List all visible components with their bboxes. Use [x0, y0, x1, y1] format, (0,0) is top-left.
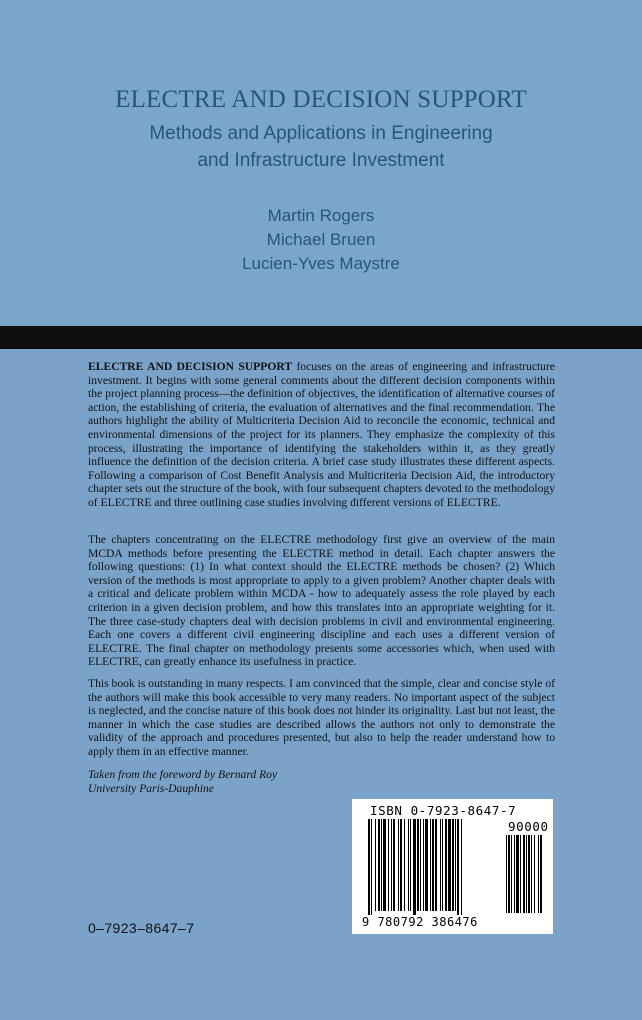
barcode-bar	[440, 819, 441, 911]
author-1: Martin Rogers	[267, 206, 375, 225]
addon-bar	[511, 835, 512, 913]
barcode-bar	[381, 819, 382, 911]
barcode-bar	[452, 819, 454, 911]
blurb-paragraph-3: This book is outstanding in many respects. I am convinced that the simple, clear and concise style of the authors will make this book accessible to very many readers. No important aspect of the subject is neglected, and the concise nature of this book does not hinder its originality. Last but not least, the manner in which the case studies are described allows the authors not only to demonstrate the validity of the approach and procedures presented, but also to help the reader understand how to apply them in an effective manner.	[88, 677, 555, 758]
barcode-bar	[423, 819, 424, 911]
isbn-number: 0–7923–8647–7	[88, 920, 195, 936]
black-divider-band	[0, 326, 642, 349]
barcode-digits: 9 780792 386476	[362, 915, 478, 929]
barcode-bar	[435, 819, 437, 911]
addon-bar	[520, 835, 521, 913]
barcode-bar	[378, 819, 380, 911]
barcode-box	[352, 799, 553, 934]
barcode-bar	[420, 819, 421, 911]
barcode-bar	[413, 819, 416, 915]
addon-bar	[531, 835, 532, 913]
barcode-bar	[410, 819, 411, 911]
barcode-bar	[404, 819, 405, 911]
barcode-graphic	[352, 799, 553, 934]
barcode-bar	[388, 819, 389, 911]
barcode-bar	[408, 819, 409, 911]
addon-bar	[523, 835, 525, 913]
foreword-line-1: Taken from the foreword by Bernard Roy	[88, 768, 278, 781]
subtitle-line-2: and Infrastructure Investment	[197, 150, 445, 171]
author-3: Lucien-Yves Maystre	[242, 254, 400, 273]
blurb-paragraph-1-text: focuses on the areas of engineering and infrastructure investment. It begins with some general comments about the different decision components within the project planning process—the definition of objectives, the identification of alternative courses of action, the establishing of criteria, the evaluation of alternatives and the final recommendation. The authors highlight the ability of Multicriteria Decision Aid to reconcile the economic, technical and environmental dimensions of the project for its planners. They emphasize the complexity of this process, illustrating the importance of identifying the stakeholders within it, as they greatly influence the definition of the decision criteria. A brief case study illustrates these different aspects. Following a comparison of Cost Benefit Analysis and Multicriteria Decision Aid, the introductory chapter sets out the structure of the book, with four subsequent chapters devoted to the methodology of ELECTRE and three outlining case studies involving different versions of ELECTRE.	[88, 360, 555, 509]
blurb-title-bold: ELECTRE AND DECISION SUPPORT	[88, 360, 293, 373]
barcode-bar	[430, 819, 431, 911]
foreword-line-2: University Paris-Dauphine	[88, 781, 214, 795]
barcode-bar	[391, 819, 392, 911]
addon-bar	[516, 835, 519, 913]
book-title: ELECTRE AND DECISION SUPPORT	[115, 86, 527, 113]
foreword-attribution	[88, 768, 488, 795]
barcode-bar	[455, 819, 456, 911]
barcode-bar	[425, 819, 428, 911]
barcode-isbn-label: ISBN 0-7923-8647-7	[370, 803, 517, 818]
barcode-bar	[400, 819, 402, 911]
addon-bar	[508, 835, 510, 913]
addon-bar	[506, 835, 507, 913]
barcode-bar	[383, 819, 386, 911]
barcode-bar	[461, 819, 462, 915]
addon-bar	[514, 835, 515, 913]
addon-bar	[538, 835, 539, 913]
addon-bar	[526, 835, 527, 913]
barcode-bar	[398, 819, 399, 911]
blurb-paragraph-2: The chapters concentrating on the ELECTRE methodology first give an overview of the main MCDA methods before presenting the ELECTRE method in detail. Each chapter answers the following questions: (1) In what context should the ELECTRE methods be chosen? (2) Which version of the methods is most appropriate to apply to a given problem? Another chapter deals with a critical and delicate problem within MCDA - how to adequately assess the role played by each criterion in a given decision problem, and how this translates into an appropriate weighting for it. The three case-study chapters deal with decision problems in civil and environmental engineering. Each one covers a different civil engineering discipline and each uses a different version of ELECTRE. The final chapter on methodology presents some accessories which, when used with ELECTRE, can greatly enhance its usefulness in practice.	[88, 533, 555, 669]
blurb-paragraph-1	[88, 360, 555, 510]
barcode-bar	[393, 819, 395, 911]
barcode-bar	[457, 819, 459, 915]
barcode-bar	[448, 819, 451, 911]
addon-bar	[540, 835, 542, 913]
barcode-bar	[432, 819, 434, 911]
subtitle-line-1: Methods and Applications in Engineering	[149, 123, 493, 144]
addon-bar	[534, 835, 535, 913]
barcode-bar	[417, 819, 419, 911]
barcode-bar	[442, 819, 443, 911]
barcode-bar	[375, 819, 376, 911]
barcode-price-code: 90000	[508, 819, 549, 834]
author-2: Michael Bruen	[266, 230, 376, 249]
barcode-bar	[445, 819, 447, 911]
addon-bar	[528, 835, 530, 913]
barcode-bar	[368, 819, 370, 915]
barcode-bar	[371, 819, 372, 915]
